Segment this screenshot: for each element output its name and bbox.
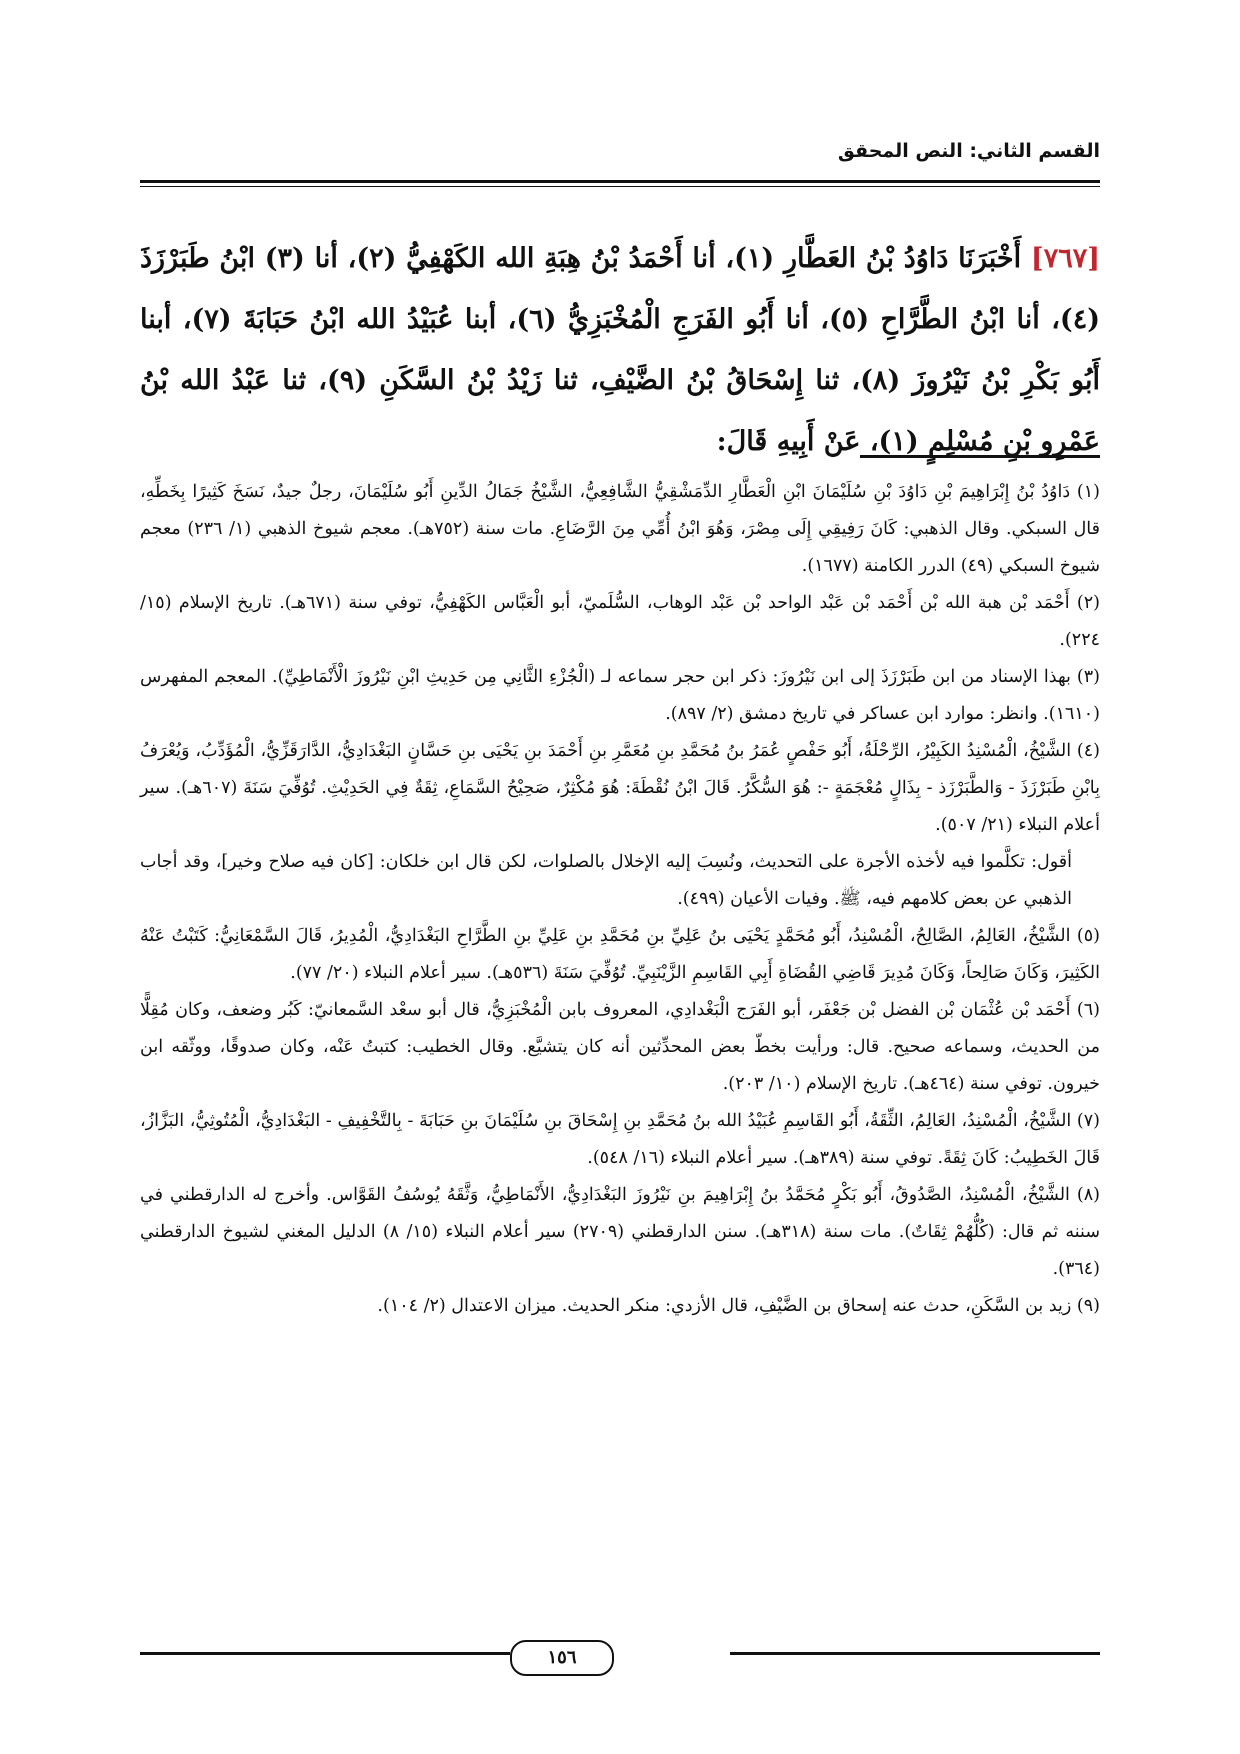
running-header: القسم الثاني: النص المحقق [837, 140, 1100, 162]
footer-rule-left [140, 1652, 510, 1655]
footnote: (٥) الشَّيْخُ، العَالِمُ، الصَّالِحُ، الْمُسْنِدُ، أَبُو مُحَمَّدٍ يَحْيَى بنُ عَلِيِّ بنِ مُحَمَّدِ بنِ عَلِيِّ بنِ الطَّرَّاحِ البَغْدَادِيُّ، الْمُدِيرُ، قَالَ السَّمْعَانِيُّ: كَتَبْتُ عَنْهُ الكَثِيرَ، وَكَانَ صَالِحاً، وَكَانَ مُدِيرَ قَاضِي القُضَاةِ أَبِي القَاسِمِ الزَّيْنَبِيِّ. تُوُفِّيَ سَنَةَ (٥٣٦هـ). سير أعلام النبلاء (٢٠/ ٧٧). [140, 926, 1100, 983]
hadith-number: [٧٦٧] [1030, 243, 1100, 274]
footnote-separator [860, 455, 1100, 458]
footnote: (٩) زيد بن السَّكَنِ، حدث عنه إسحاق بن الضَّيْفِ، قال الأزدي: منكر الحديث. ميزان الاعتدال (٢/ ١٠٤). [377, 1296, 1100, 1316]
page-footer [140, 1640, 1100, 1676]
page-number: ١٥٦ [510, 1640, 614, 1676]
footnote: (٦) أَحْمَد بْن عُثْمَان بْن الفضل بْن جَعْفَر، أبو الفَرَج الْبَغْدادِي، المعروف بابن الْمُخْبَزِيُّ، قال أبو سعْد السَّمعانيّ: كَبُر وضعف، وكان مُقِلًّا من الحديث، وسماعه صحيح. قال: ورأيت بخطّ بعض المحدِّثين أنه كان يتشيَّع. وقال الخطيب: كتبتُ عَنْه، وكان صدوقًا، ووثّقه ابن خيرون. توفي سنة (٤٦٤هـ). تاريخ الإسلام (١٠/ ٢٠٣). [140, 1000, 1100, 1094]
footnotes [140, 474, 1100, 1325]
footnote: (٤) الشَّيْخُ، الْمُسْنِدُ الكَبِيْرُ، الرِّحْلَةُ، أَبُو حَفْصٍ عُمَرُ بنُ مُحَمَّدِ بنِ مُعَمَّرِ بنِ أَحْمَدَ بنِ يَحْيَى بنِ حَسَّانٍ البَغْدَادِيُّ، الدَّارَقَزِّيُّ، الْمُؤَدِّبُ، وَيُعْرَفُ بِابْنِ طَبَرْزَذَ - وَالطَّبَرْزَذ - بِذَالٍ مُعْجَمَةٍ -: هُوَ السُّكَّرُ. قَالَ ابْنُ نُقْطَةَ: هُوَ مُكْثِرٌ، صَحِيْحُ السَّمَاعِ، ثِقَةٌ فِي الحَدِيْثِ. تُوُفِّيَ سَنَةَ (٦٠٧هـ). سير أعلام النبلاء (٢١/ ٥٠٧). [140, 741, 1100, 835]
main-text [140, 228, 1100, 472]
footnote: (١) دَاوُدُ بْنُ إِبْرَاهِيمَ بْنِ دَاوُدَ بْنِ سُلَيْمَانَ ابْنِ الْعَطَّارِ الدِّمَشْقِيُّ الشَّافِعِيُّ، الشَّيْخُ جَمَالُ الدِّينِ أَبُو سُلَيْمَانَ، رجلٌ جيدٌ، نَسَخَ كَثِيرًا بِخَطِّهِ، قال السبكي. وقال الذهبي: كَانَ رَفِيقِي إِلَى مِصْرَ، وَهُوَ ابْنُ أُمِّي مِنَ الرَّضَاعِ. مات سنة (٧٥٢هـ). معجم شيوخ الذهبي (١/ ٢٣٦) معجم شيوخ السبكي (٤٩) الدرر الكامنة (١٦٧٧). [140, 482, 1100, 576]
footnote: (٣) بهذا الإسناد من ابن طَبَرْزَذَ إلى ابن نَيْرُوزَ: ذكر ابن حجر سماعه لـ (الْجُزْءِ الثَّانِي مِن حَدِيثِ ابْنِ نَيْرُوزَ الْأَنْمَاطِيِّ). المعجم المفهرس (١٦١٠). وانظر: موارد ابن عساكر في تاريخ دمشق (٢/ ٨٩٧). [140, 667, 1100, 724]
footnote-comment: أقول: تكلَّموا فيه لأخذه الأجرة على التحديث، ونُسِبَ إليه الإخلال بالصلوات، لكن قال ابن خلكان: [كان فيه صلاح وخير]، وقد أجاب الذهبي عن بعض كلامهم فيه، ﷺ. وفيات الأعيان (٤٩٩). [140, 852, 1072, 909]
footnote: (٨) الشَّيْخُ، الْمُسْنِدُ، الصَّدُوقُ، أَبُو بَكْرٍ مُحَمَّدُ بنُ إِبْرَاهِيمَ بنِ نَيْرُوزَ البَغْدَادِيُّ، الأَنْمَاطِيُّ، وَثَّقَهُ يُوسُفُ القَوَّاس. وأخرج له الدارقطني في سننه ثم قال: (كُلُّهُمْ ثِقَاتٌ). مات سنة (٣١٨هـ). سنن الدارقطني (٢٧٠٩) سير أعلام النبلاء (١٥/ ٨) الدليل المغني لشيوخ الدارقطني (٣٦٤). [140, 1185, 1100, 1279]
footer-rule-right [730, 1652, 1100, 1655]
hadith-text: أَخْبَرَنَا دَاوُدُ بْنُ العَطَّارِ (١)، أنا أَحْمَدُ بْنُ هِبَةِ الله الكَهْفِيُّ (٢)، أنا (٣) ابْنُ طَبَرْزَذَ (٤)، أنا ابْنُ الطَّرَّاحِ (٥)، أنا أَبُو الفَرَجِ الْمُخْبَزِيُّ (٦)، أبنا عُبَيْدُ الله ابْنُ حَبَابَةَ (٧)، أبنا أَبُو بَكْرِ بْنُ نَيْرُوزَ (٨)، ثنا إِسْحَاقُ بْنُ الضَّيْفِ، ثنا زَيْدُ بْنُ السَّكَنِ (٩)، ثنا عَبْدُ الله بْنُ عَمْرِو بْنِ مُسْلِمٍ (١)، عَنْ أَبِيهِ قَالَ: [140, 243, 1100, 457]
header-rule-thin [140, 186, 1100, 187]
footnote: (٧) الشَّيْخُ، الْمُسْنِدُ، العَالِمُ، الثِّقَةُ، أَبُو القَاسِمِ عُبَيْدُ الله بنُ مُحَمَّدِ بنِ إِسْحَاقَ بنِ سُلَيْمَانَ بنِ حَبَابَةَ - بِالتَّخْفِيفِ - البَغْدَادِيُّ، الْمُتُوثِيُّ، البَزَّازُ، قَالَ الخَطِيبُ: كَانَ ثِقَةً. توفي سنة (٣٨٩هـ). سير أعلام النبلاء (١٦/ ٥٤٨). [140, 1111, 1100, 1168]
header-rule [140, 180, 1100, 183]
footnote: (٢) أَحْمَد بْن هبة الله بْن أَحْمَد بْن عَبْد الواحد بْن عَبْد الوهاب، السُّلَميّ، أبو الْعَبَّاس الكَهْفِيُّ، توفي سنة (٦٧١هـ). تاريخ الإسلام (١٥/ ٢٢٤). [140, 593, 1100, 650]
